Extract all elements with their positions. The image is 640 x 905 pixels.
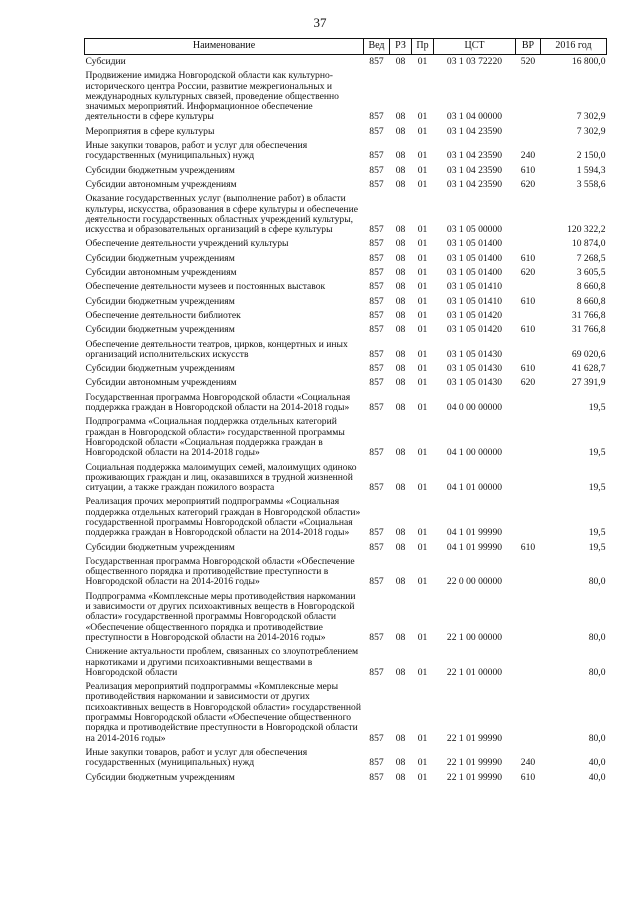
row-amount: 10 874,0 — [571, 238, 606, 250]
row-rz: 08 — [395, 631, 406, 643]
row-vr — [516, 309, 541, 323]
row-rz: 08 — [395, 363, 406, 375]
row-name: Субсидии бюджетным учреждениям — [85, 541, 235, 553]
row-ved: 857 — [369, 757, 384, 769]
column-header-name: Наименование — [85, 39, 364, 55]
row-pr: 01 — [417, 732, 428, 744]
row-cst: 03 1 04 00000 — [446, 111, 503, 123]
table-row — [85, 164, 607, 178]
row-amount: 40,0 — [588, 771, 606, 783]
row-ved: 857 — [369, 295, 384, 307]
row-name: Реализация прочих мероприятий подпрограммы «Социальная поддержка отдельных категорий граждан в Новгородской области» государственной программы Новгородской области «Социальная поддержка граждан в Новгородской области на 2014-2018 годы» — [85, 496, 361, 539]
row-cst: 03 1 05 01420 — [446, 309, 503, 321]
row-cst: 03 1 05 01410 — [446, 281, 503, 293]
row-cst: 03 1 04 23590 — [446, 164, 503, 176]
row-ved: 857 — [369, 377, 384, 389]
row-cst: 03 1 05 01420 — [446, 324, 503, 336]
table-row — [85, 323, 607, 337]
table-row — [85, 680, 607, 746]
row-pr: 01 — [417, 111, 428, 123]
row-rz: 08 — [395, 238, 406, 250]
row-cst: 03 1 05 00000 — [446, 224, 503, 236]
table-row — [85, 55, 607, 70]
row-ved: 857 — [369, 224, 384, 236]
row-cst: 03 1 05 01430 — [446, 363, 503, 375]
row-name: Государственная программа Новгородской области «Обеспечение общественного порядка и противодействие преступности в Новгородской области на 2014-2016 годы» — [85, 555, 355, 588]
row-rz: 08 — [395, 757, 406, 769]
row-vr: 620 — [520, 178, 536, 190]
row-cst: 22 0 00 00000 — [446, 576, 503, 588]
row-amount: 7 268,5 — [576, 252, 606, 264]
row-rz: 08 — [395, 164, 406, 176]
column-header-vr: ВР — [516, 39, 541, 55]
row-name: Субсидии бюджетным учреждениям — [85, 164, 235, 176]
row-amount: 80,0 — [588, 631, 606, 643]
row-vr: 610 — [520, 541, 536, 553]
row-pr: 01 — [417, 324, 428, 336]
table-row — [85, 415, 607, 460]
row-ved: 857 — [369, 309, 384, 321]
table-row — [85, 376, 607, 390]
table-row — [85, 295, 607, 309]
table-row — [85, 178, 607, 192]
row-rz: 08 — [395, 295, 406, 307]
row-amount: 120 322,2 — [567, 224, 606, 236]
row-vr: 610 — [520, 324, 536, 336]
row-amount: 27 391,9 — [571, 377, 606, 389]
row-amount: 1 594,3 — [576, 164, 606, 176]
row-vr: 610 — [520, 363, 536, 375]
table-row — [85, 252, 607, 266]
row-pr: 01 — [417, 482, 428, 494]
row-rz: 08 — [395, 666, 406, 678]
row-amount: 31 766,8 — [571, 324, 606, 336]
row-rz: 08 — [395, 267, 406, 279]
table-row — [85, 192, 607, 237]
row-vr: 610 — [520, 771, 536, 783]
row-pr: 01 — [417, 150, 428, 162]
table-row — [85, 125, 607, 139]
row-amount: 16 800,0 — [571, 56, 606, 67]
row-vr — [516, 555, 541, 590]
row-ved: 857 — [369, 541, 384, 553]
table-body — [85, 55, 607, 785]
row-ved: 857 — [369, 111, 384, 123]
row-name: Мероприятия в сфере культуры — [85, 125, 215, 137]
row-rz: 08 — [395, 447, 406, 459]
column-header-ved: Вед — [364, 39, 390, 55]
row-cst: 03 1 05 01400 — [446, 238, 503, 250]
row-amount: 31 766,8 — [571, 309, 606, 321]
row-name: Субсидии бюджетным учреждениям — [85, 295, 235, 307]
row-pr: 01 — [417, 267, 428, 279]
row-name: Субсидии бюджетным учреждениям — [85, 363, 235, 375]
page-number: 37 — [313, 15, 327, 30]
row-name: Обеспечение деятельности библиотек — [85, 309, 241, 321]
table-row — [85, 391, 607, 416]
row-amount: 19,5 — [588, 527, 606, 539]
row-pr: 01 — [417, 309, 428, 321]
row-name: Субсидии — [85, 56, 126, 67]
row-pr: 01 — [417, 125, 428, 137]
row-ved: 857 — [369, 178, 384, 190]
row-amount: 3 605,5 — [576, 267, 606, 279]
row-cst: 03 1 05 01400 — [446, 252, 503, 264]
column-header-cst: ЦСТ — [434, 39, 516, 55]
row-rz: 08 — [395, 111, 406, 123]
row-ved: 857 — [369, 267, 384, 279]
row-amount: 8 660,8 — [576, 295, 606, 307]
row-name: Иные закупки товаров, работ и услуг для обеспечения государственных (муниципальных) нужд — [85, 140, 308, 162]
row-amount: 69 020,6 — [571, 348, 606, 360]
row-amount: 80,0 — [588, 576, 606, 588]
row-pr: 01 — [417, 252, 428, 264]
row-vr: 610 — [520, 252, 536, 264]
row-name: Государственная программа Новгородской области «Социальная поддержка граждан в Новгородской области на 2014-2018 годы» — [85, 391, 351, 414]
row-pr: 01 — [417, 56, 428, 67]
row-pr: 01 — [417, 757, 428, 769]
row-ved: 857 — [369, 527, 384, 539]
row-name: Субсидии автономным учреждениям — [85, 267, 237, 279]
row-amount: 80,0 — [588, 666, 606, 678]
row-cst: 03 1 05 01430 — [446, 377, 503, 389]
row-amount: 41 628,7 — [571, 363, 606, 375]
row-ved: 857 — [369, 252, 384, 264]
table-header — [85, 39, 607, 55]
row-name: Субсидии бюджетным учреждениям — [85, 324, 235, 336]
row-cst: 04 1 01 99990 — [446, 527, 503, 539]
row-pr: 01 — [417, 541, 428, 553]
row-name: Субсидии бюджетным учреждениям — [85, 252, 235, 264]
row-cst: 03 1 04 23590 — [446, 150, 503, 162]
row-amount: 19,5 — [588, 482, 606, 494]
row-vr — [516, 125, 541, 139]
table-row — [85, 362, 607, 376]
row-cst: 03 1 04 23590 — [446, 125, 503, 137]
row-pr: 01 — [417, 295, 428, 307]
row-ved: 857 — [369, 482, 384, 494]
row-vr: 520 — [520, 56, 536, 67]
row-amount: 7 302,9 — [576, 111, 606, 123]
row-vr — [516, 192, 541, 237]
row-pr: 01 — [417, 771, 428, 783]
row-pr: 01 — [417, 164, 428, 176]
row-amount: 2 150,0 — [576, 150, 606, 162]
row-ved: 857 — [369, 447, 384, 459]
row-rz: 08 — [395, 482, 406, 494]
row-pr: 01 — [417, 402, 428, 414]
row-rz: 08 — [395, 150, 406, 162]
row-cst: 03 1 05 01400 — [446, 267, 503, 279]
row-ved: 857 — [369, 631, 384, 643]
row-rz: 08 — [395, 402, 406, 414]
row-name: Реализация мероприятий подпрограммы «Комплексные меры противодействия наркомании и зависимости от других психоактивных веществ в Новгородской области» государственной программы Новгородской области «Обеспечение общественного порядка и противодействие преступности в Новгородской области на 2014-2016 годы» — [85, 681, 361, 744]
row-rz: 08 — [395, 541, 406, 553]
row-cst: 22 1 01 00000 — [446, 666, 503, 678]
row-name: Субсидии автономным учреждениям — [85, 377, 237, 389]
row-vr — [516, 69, 541, 124]
row-cst: 04 0 00 00000 — [446, 402, 503, 414]
row-rz: 08 — [395, 732, 406, 744]
table-row — [85, 495, 607, 540]
row-rz: 08 — [395, 527, 406, 539]
row-rz: 08 — [395, 224, 406, 236]
row-ved: 857 — [369, 238, 384, 250]
row-name: Субсидии автономным учреждениям — [85, 178, 237, 190]
table-row — [85, 461, 607, 496]
row-vr — [516, 461, 541, 496]
row-rz: 08 — [395, 324, 406, 336]
row-vr: 240 — [520, 757, 536, 769]
row-ved: 857 — [369, 348, 384, 360]
table-row — [85, 338, 607, 363]
row-pr: 01 — [417, 527, 428, 539]
budget-table — [84, 38, 607, 785]
table-row — [85, 541, 607, 555]
row-ved: 857 — [369, 771, 384, 783]
row-cst: 22 1 00 00000 — [446, 631, 503, 643]
row-amount: 19,5 — [588, 402, 606, 414]
row-vr — [516, 338, 541, 363]
row-cst: 04 1 01 99990 — [446, 541, 503, 553]
row-ved: 857 — [369, 666, 384, 678]
row-name: Иные закупки товаров, работ и услуг для обеспечения государственных (муниципальных) нужд — [85, 746, 308, 769]
table-row — [85, 309, 607, 323]
row-pr: 01 — [417, 631, 428, 643]
row-rz: 08 — [395, 377, 406, 389]
row-pr: 01 — [417, 377, 428, 389]
row-cst: 03 1 05 01430 — [446, 348, 503, 360]
row-cst: 22 1 01 99990 — [446, 771, 503, 783]
table-row — [85, 590, 607, 645]
row-name: Подпрограмма «Социальная поддержка отдельных категорий граждан в Новгородской области» государственной программы Новгородской области «Социальная поддержка граждан в Новгородской области на 2014-2018 годы» — [85, 416, 345, 459]
row-pr: 01 — [417, 348, 428, 360]
row-name: Социальная поддержка малоимущих семей, малоимущих одиноко проживающих граждан и лиц, оказавшихся в трудной жизненной ситуации, а также граждан пожилого возраста — [85, 461, 357, 494]
row-vr: 620 — [520, 267, 536, 279]
row-ved: 857 — [369, 324, 384, 336]
row-ved: 857 — [369, 402, 384, 414]
row-ved: 857 — [369, 281, 384, 293]
row-rz: 08 — [395, 125, 406, 137]
row-amount: 7 302,9 — [576, 125, 606, 137]
row-vr: 620 — [520, 377, 536, 389]
row-vr — [516, 680, 541, 746]
row-pr: 01 — [417, 178, 428, 190]
column-header-pr: Пр — [412, 39, 434, 55]
row-ved: 857 — [369, 125, 384, 137]
row-name: Продвижение имиджа Новгородской области как культурно-исторического центра России, развитие межрегиональных и международных культурных связей, проведение общественно значимых мероприятий. Информационное обеспечение деятельности в сфере культуры — [85, 70, 339, 123]
row-vr — [516, 495, 541, 540]
row-ved: 857 — [369, 150, 384, 162]
row-name: Обеспечение деятельности музеев и постоянных выставок — [85, 281, 326, 293]
row-ved: 857 — [369, 732, 384, 744]
row-pr: 01 — [417, 666, 428, 678]
row-rz: 08 — [395, 309, 406, 321]
column-header-rz: РЗ — [390, 39, 412, 55]
row-amount: 80,0 — [588, 732, 606, 744]
row-amount: 19,5 — [588, 447, 606, 459]
row-ved: 857 — [369, 56, 384, 67]
table-row — [85, 266, 607, 280]
row-rz: 08 — [395, 771, 406, 783]
table-row — [85, 139, 607, 164]
row-rz: 08 — [395, 348, 406, 360]
row-vr: 610 — [520, 295, 536, 307]
row-amount: 19,5 — [588, 541, 606, 553]
table-row — [85, 645, 607, 680]
row-pr: 01 — [417, 447, 428, 459]
row-cst: 03 1 03 72220 — [446, 56, 503, 67]
row-cst: 22 1 01 99990 — [446, 757, 503, 769]
row-amount: 3 558,6 — [576, 178, 606, 190]
row-rz: 08 — [395, 56, 406, 67]
row-pr: 01 — [417, 238, 428, 250]
row-cst: 22 1 01 99990 — [446, 732, 503, 744]
row-pr: 01 — [417, 576, 428, 588]
row-amount: 40,0 — [588, 757, 606, 769]
row-name: Обеспечение деятельности учреждений культуры — [85, 238, 289, 250]
row-vr: 240 — [520, 150, 536, 162]
row-pr: 01 — [417, 224, 428, 236]
row-cst: 04 1 01 00000 — [446, 482, 503, 494]
row-vr: 610 — [520, 164, 536, 176]
row-ved: 857 — [369, 164, 384, 176]
row-ved: 857 — [369, 576, 384, 588]
table-row — [85, 280, 607, 294]
row-cst: 03 1 04 23590 — [446, 178, 503, 190]
table-row — [85, 746, 607, 771]
row-vr — [516, 415, 541, 460]
table-row — [85, 69, 607, 124]
row-vr — [516, 590, 541, 645]
row-vr — [516, 237, 541, 251]
table-row — [85, 555, 607, 590]
row-rz: 08 — [395, 576, 406, 588]
row-ved: 857 — [369, 363, 384, 375]
row-rz: 08 — [395, 178, 406, 190]
column-header-year: 2016 год — [541, 39, 607, 55]
row-cst: 04 1 00 00000 — [446, 447, 503, 459]
row-pr: 01 — [417, 281, 428, 293]
row-name: Обеспечение деятельности театров, цирков, концертных и иных организаций исполнительских искусств — [85, 338, 348, 360]
row-name: Подпрограмма «Комплексные меры противодействия наркомании и зависимости от других психоактивных веществ в Новгородской области» государственной программы Новгородской области «Обеспечение общественного порядка и противодействие преступности в Новгородской области на 2014-2016 годы» — [85, 590, 356, 643]
row-amount: 8 660,8 — [576, 281, 606, 293]
row-rz: 08 — [395, 252, 406, 264]
row-name: Оказание государственных услуг (выполнение работ) в области культуры, искусства, образования в сфере культуры и обеспечение деятельности государственных областных учреждений культуры, искусства и образовательных организаций в сфере культуры — [85, 193, 359, 236]
row-cst: 03 1 05 01410 — [446, 295, 503, 307]
row-rz: 08 — [395, 281, 406, 293]
row-vr — [516, 645, 541, 680]
table-row — [85, 237, 607, 251]
row-vr — [516, 280, 541, 294]
table-row — [85, 771, 607, 785]
row-name: Снижение актуальности проблем, связанных со злоупотреблением наркотиками и другими психоактивными веществами в Новгородской области — [85, 646, 359, 678]
row-pr: 01 — [417, 363, 428, 375]
row-vr — [516, 391, 541, 416]
row-name: Субсидии бюджетным учреждениям — [85, 771, 235, 783]
